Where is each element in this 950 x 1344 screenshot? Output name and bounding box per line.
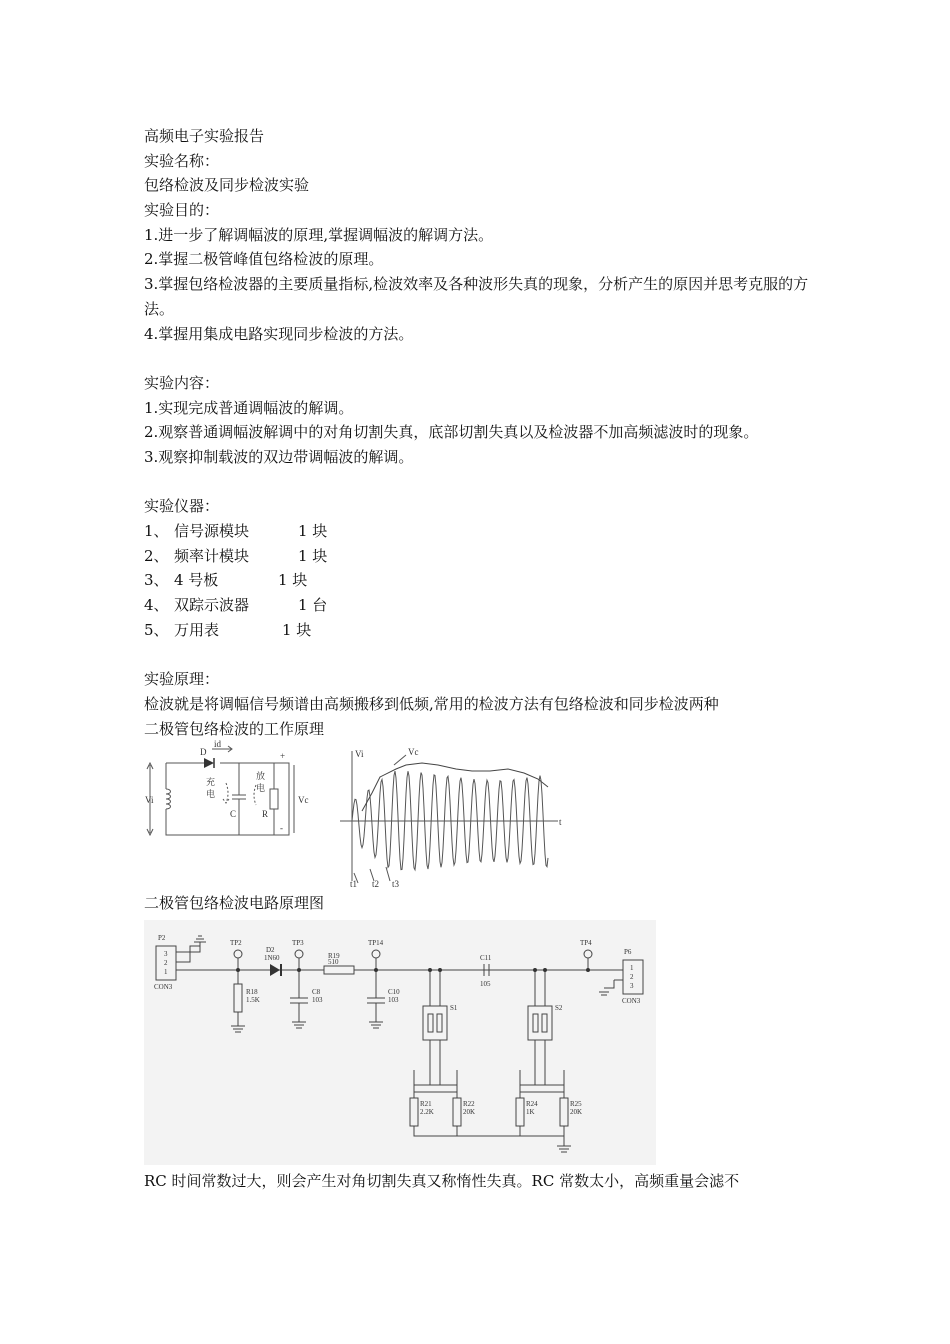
p2-pin: 1 [164, 967, 168, 976]
instrument-row [144, 568, 810, 593]
wave-vc-label: Vc [408, 747, 419, 758]
tp14-label: TP14 [368, 938, 384, 947]
instrument-qty: 1 块 [278, 571, 308, 590]
instrument-num: 1、 [144, 522, 169, 541]
detector-circuit-schematic [144, 920, 656, 1165]
id-label: id [214, 739, 222, 750]
r21-label: R21 [420, 1099, 432, 1108]
p6-pin: 1 [630, 963, 634, 972]
vi-label: Vi [145, 795, 154, 806]
charge-label-2: 电 [206, 789, 216, 800]
r22-value: 20K [463, 1107, 476, 1116]
tp2-label: TP2 [230, 938, 242, 947]
c10-value: 103 [388, 995, 399, 1004]
rc-explanation: RC 时间常数过大，则会产生对角切割失真又称惰性失真。RC 常数太小，高频重量会滤不 [144, 1171, 740, 1190]
experiment-name-label: 实验名称： [144, 151, 220, 170]
p6-pin: 2 [630, 972, 634, 981]
res-label: R [262, 809, 269, 820]
tp3-label: TP3 [292, 938, 304, 947]
diode-label: D [200, 747, 207, 758]
figure1 [144, 739, 810, 891]
instrument-num: 3、 [144, 571, 169, 590]
instrument-qty: 1 块 [298, 522, 328, 541]
t1-label: t1 [350, 879, 358, 890]
instrument-label: 实验仪器： [144, 497, 220, 516]
content-item: 1.实现完成普通调幅波的解调。 [144, 398, 354, 417]
instrument-name: 频率计模块 [174, 546, 250, 565]
r18-label: R18 [246, 987, 258, 996]
instrument-name: 4 号板 [174, 571, 219, 590]
p2-pin: 3 [164, 949, 168, 958]
c10-label: C10 [388, 987, 400, 996]
instrument-qty: 1 块 [282, 620, 312, 639]
instrument-name: 信号源模块 [174, 522, 250, 541]
instrument-name: 万用表 [174, 620, 220, 639]
charge-label-1: 充 [206, 777, 216, 788]
c11-label: C11 [480, 953, 492, 962]
r25-label: R25 [570, 1099, 582, 1108]
t2-label: t2 [372, 879, 380, 890]
figure1-caption: 二极管包络检波的工作原理 [144, 719, 325, 738]
report-title: 高频电子实验报告 [144, 127, 265, 145]
cap-label: C [230, 809, 237, 820]
c8-label: C8 [312, 987, 321, 996]
p6-label: P6 [624, 947, 632, 956]
purpose-item: 3.掌握包络检波器的主要质量指标,检波效率及各种波形失真的现象，分析产生的原因并思考克服的方法。 [144, 275, 809, 318]
instrument-qty: 1 台 [298, 596, 328, 615]
principle-label: 实验原理： [144, 670, 220, 689]
instrument-name: 双踪示波器 [174, 596, 250, 615]
r22-label: R22 [463, 1099, 475, 1108]
s1-label: S1 [450, 1003, 458, 1012]
r21-value: 2.2K [420, 1107, 434, 1116]
plus-label: + [280, 751, 286, 762]
purpose-label: 实验目的： [144, 201, 220, 220]
instrument-num: 4、 [144, 596, 169, 615]
experiment-name: 包络检波及同步检波实验 [144, 176, 310, 195]
s2-label: S2 [555, 1003, 563, 1012]
c8-value: 103 [312, 995, 323, 1004]
purpose-item: 2.掌握二极管峰值包络检波的原理。 [144, 250, 384, 269]
document-body [144, 124, 810, 1194]
instrument-row [144, 544, 810, 569]
figure2 [144, 920, 810, 1165]
d2-label: D2 [266, 945, 275, 954]
p6-pin: 3 [630, 981, 634, 990]
r19-label: R19 [328, 951, 340, 960]
wave-vi-label: Vi [355, 749, 364, 760]
instrument-qty: 1 块 [298, 546, 328, 565]
r24-label: R24 [526, 1099, 538, 1108]
content-label: 实验内容： [144, 373, 220, 392]
minus-label: - [280, 823, 283, 834]
t3-label: t3 [392, 879, 400, 890]
wave-t-label: t [559, 817, 562, 828]
p2-label: P2 [158, 933, 166, 942]
vc-label: Vc [298, 795, 309, 806]
purpose-item: 1.进一步了解调幅波的原理,掌握调幅波的解调方法。 [144, 225, 494, 244]
r18-value: 1.5K [246, 995, 260, 1004]
instrument-num: 5、 [144, 620, 169, 639]
p2-pin: 2 [164, 958, 168, 967]
instrument-row [144, 618, 810, 643]
content-item: 3.观察抑制载波的双边带调幅波的解调。 [144, 447, 414, 466]
p2-con3-label: CON3 [154, 982, 173, 991]
discharge-label-2: 电 [256, 783, 266, 794]
p6-con3-label: CON3 [622, 996, 641, 1005]
instrument-row [144, 519, 810, 544]
content-item: 2.观察普通调幅波解调中的对角切割失真，底部切割失真以及检波器不加高频滤波时的现象。 [144, 423, 759, 442]
envelope-detector-diagram [144, 739, 810, 891]
discharge-label-1: 放 [256, 771, 266, 782]
instrument-num: 2、 [144, 546, 169, 565]
d2-value: 1N60 [264, 953, 280, 962]
c11-value: 105 [480, 979, 491, 988]
figure2-caption: 二极管包络检波电路原理图 [144, 894, 325, 913]
instrument-row [144, 593, 810, 618]
r24-value: 1K [526, 1107, 535, 1116]
purpose-item: 4.掌握用集成电路实现同步检波的方法。 [144, 324, 414, 343]
r25-value: 20K [570, 1107, 583, 1116]
r19-value: 510 [328, 957, 339, 966]
tp4-label: TP4 [580, 938, 592, 947]
principle-text: 检波就是将调幅信号频谱由高频搬移到低频,常用的检波方法有包络检波和同步检波两种 [144, 694, 719, 713]
